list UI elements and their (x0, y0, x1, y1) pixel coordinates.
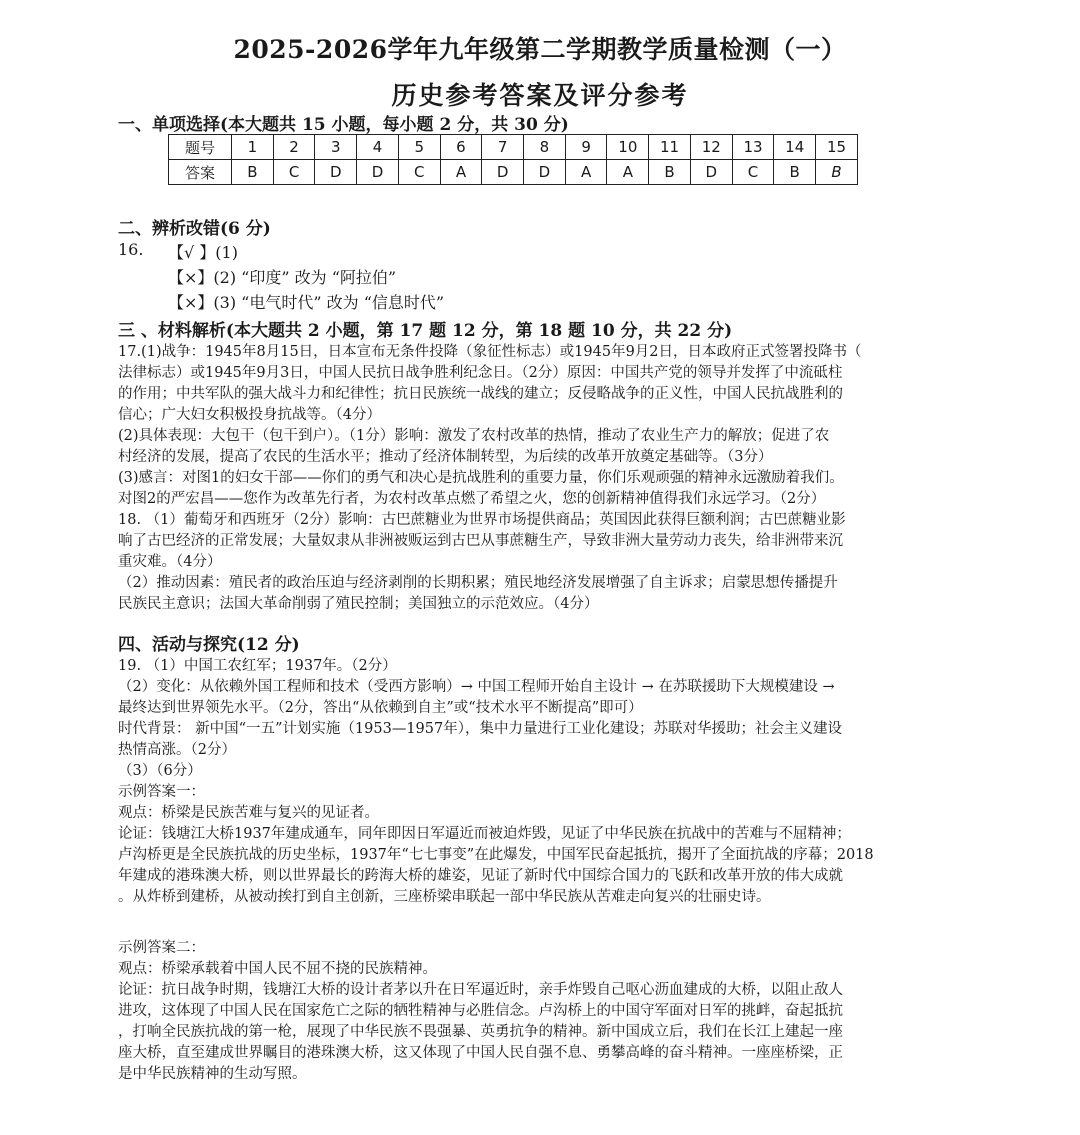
question-16-label: 16. (118, 240, 144, 259)
text-line: 信心；广大妇女积极投身抗战等。（4分） (118, 407, 381, 423)
text-line: 重灾难。（4分） (118, 554, 222, 570)
question-number: 10 (607, 135, 649, 160)
text-line: 响了古巴经济的正常发展；大量奴隶从非洲被贩运到古巴从事蔗糖生产，导致非洲大量劳动力丧失，给非洲带来沉 (118, 533, 843, 549)
q16-item-2: 【×】(2) “印度” 改为 “阿拉伯” (168, 268, 397, 287)
text-line: 是中华民族精神的生动写照。 (118, 1066, 307, 1082)
answer-cell: A (440, 160, 482, 185)
text-line: 卢沟桥更是全民族抗战的历史坐标，1937年“七七事变”在此爆发，中国军民奋起抵抗，揭开了全面抗战的序幕；2018 (118, 847, 874, 863)
example2-title: 示例答案二： (118, 940, 205, 956)
question-number: 14 (774, 135, 816, 160)
answer-cell: B (649, 160, 691, 185)
text-line: ，打响全民族抗战的第一枪，展现了中华民族不畏强暴、英勇抗争的精神。新中国成立后，我们在长江上建起一座 (118, 1024, 843, 1040)
q16-item-1: 【√ 】(1) (168, 243, 238, 262)
text-line: 法律标志）或1945年9月3日，中国人民抗日战争胜利纪念日。（2分）原因：中国共产党的领导并发挥了中流砥柱 (118, 365, 843, 381)
question-number: 5 (398, 135, 440, 160)
question-number: 7 (482, 135, 524, 160)
section3-body (118, 342, 970, 615)
text-line: 座大桥，直至建成世界瞩目的港珠澳大桥，这又体现了中国人民自强不息、勇攀高峰的奋斗精神。一座座桥梁，正 (118, 1045, 843, 1061)
question-number: 2 (273, 135, 315, 160)
q16-item-3: 【×】(3) “电气时代” 改为 “信息时代” (168, 293, 445, 312)
page-title: 2025-2026学年九年级第二学期教学质量检测（一） (233, 35, 847, 64)
text-line: 19. （1）中国工农红军；1937年。（2分） (118, 658, 397, 674)
page-subtitle: 历史参考答案及评分参考 (391, 81, 689, 110)
answer-cell-handwritten: B (816, 160, 858, 185)
example2-block (118, 938, 970, 1085)
text-line: 最终达到世界领先水平。（2分，答出“从依赖到自主”或“技术水平不断提高”即可） (118, 700, 643, 716)
answer-cell: A (607, 160, 649, 185)
answer-cell: C (732, 160, 774, 185)
section2-heading: 二、辨析改错(6 分) (118, 219, 271, 239)
text-line: 进攻，这体现了中国人民在国家危亡之际的牺牲精神与必胜信念。卢沟桥上的中国守军面对日军的挑衅，奋起抵抗 (118, 1003, 843, 1019)
text-line: 年建成的港珠澳大桥，则以世界最长的跨海大桥的雄姿，见证了新时代中国综合国力的飞跃和改革开放的伟大成就 (118, 868, 843, 884)
text-line: （2）变化：从依赖外国工程师和技术（受西方影响）→ 中国工程师开始自主设计 → 在苏联援助下大规模建设 → (118, 679, 835, 695)
section4-body (118, 656, 970, 908)
answer-cell: B (774, 160, 816, 185)
text-line: （2）推动因素：殖民者的政治压迫与经济剥削的长期积累；殖民地经济发展增强了自主诉求；启蒙思想传播提升 (118, 575, 838, 591)
question-number: 11 (649, 135, 691, 160)
question-number: 6 (440, 135, 482, 160)
question-number: 9 (565, 135, 607, 160)
text-line: (3)感言：对图1的妇女干部——你们的勇气和决心是抗战胜利的重要力量，你们乐观顽强的精神永远激励着我们。 (118, 470, 844, 486)
answer-cell: C (398, 160, 440, 185)
text-line: 论证：抗日战争时期，钱塘江大桥的设计者茅以升在日军逼近时，亲手炸毁自己呕心沥血建成的大桥，以阻止敌人 (118, 982, 843, 998)
text-line: 热情高涨。（2分） (118, 742, 236, 758)
question-number: 12 (690, 135, 732, 160)
row-label-numbers: 题号 (169, 135, 232, 160)
text-line: 村经济的发展，提高了农民的生活水平；推动了经济体制转型，为后续的改革开放奠定基础等。（3分） (118, 449, 773, 465)
answer-table-number-row (169, 135, 858, 160)
answer-cell: D (357, 160, 399, 185)
text-line: 对图2的严宏昌——您作为改革先行者，为农村改革点燃了希望之火，您的创新精神值得我们永远学习。（2分） (118, 491, 826, 507)
text-line: 的作用；中共军队的强大战斗力和纪律性；抗日民族统一战线的建立；反侵略战争的正义性，中国人民抗战胜利的 (118, 386, 843, 402)
row-label-answers: 答案 (169, 160, 232, 185)
answer-table (168, 134, 858, 185)
question-number: 8 (524, 135, 566, 160)
text-line: 18. （1）葡萄牙和西班牙（2分）影响：古巴蔗糖业为世界市场提供商品；英国因此获得巨额利润；古巴蔗糖业影 (118, 512, 846, 528)
answer-cell: D (315, 160, 357, 185)
question-number: 1 (232, 135, 274, 160)
text-line: 17.(1)战争：1945年8月15日，日本宣布无条件投降（象征性标志）或1945年9月2日，日本政府正式签署投降书（ (118, 344, 862, 360)
answer-cell: A (565, 160, 607, 185)
question-number: 3 (315, 135, 357, 160)
section3-heading: 三 、材料解析(本大题共 2 小题，第 17 题 12 分，第 18 题 10 分，共 22 分) (118, 321, 733, 341)
text-line: 。从炸桥到建桥，从被动挨打到自主创新，三座桥梁串联起一部中华民族从苦难走向复兴的壮丽史诗。 (118, 889, 771, 905)
text-line: （3）（6分） (118, 763, 202, 779)
answer-cell: C (273, 160, 315, 185)
answer-cell: B (232, 160, 274, 185)
question-number: 15 (816, 135, 858, 160)
answer-table-answer-row (169, 160, 858, 185)
section1-heading: 一、单项选择(本大题共 15 小题，每小题 2 分，共 30 分) (118, 115, 569, 135)
question-number: 4 (357, 135, 399, 160)
example1-title: 示例答案一： (118, 784, 205, 800)
answer-cell: D (482, 160, 524, 185)
example2-view: 观点：桥梁承载着中国人民不屈不挠的民族精神。 (118, 961, 437, 977)
text-line: 民族民主意识；法国大革命削弱了殖民控制；美国独立的示范效应。（4分） (118, 596, 599, 612)
question-number: 13 (732, 135, 774, 160)
section4-heading: 四、活动与探究(12 分) (118, 635, 300, 655)
answer-cell: D (524, 160, 566, 185)
example1-view: 观点：桥梁是民族苦难与复兴的见证者。 (118, 805, 379, 821)
answer-cell: D (690, 160, 732, 185)
text-line: 论证：钱塘江大桥1937年建成通车，同年即因日军逼近而被迫炸毁，见证了中华民族在抗战中的苦难与不屈精神； (118, 826, 851, 842)
text-line: (2)具体表现：大包干（包干到户）。（1分）影响：激发了农村改革的热情，推动了农业生产力的解放；促进了农 (118, 428, 830, 444)
text-line: 时代背景： 新中国“一五”计划实施（1953—1957年），集中力量进行工业化建设；苏联对华援助；社会主义建设 (118, 721, 842, 737)
